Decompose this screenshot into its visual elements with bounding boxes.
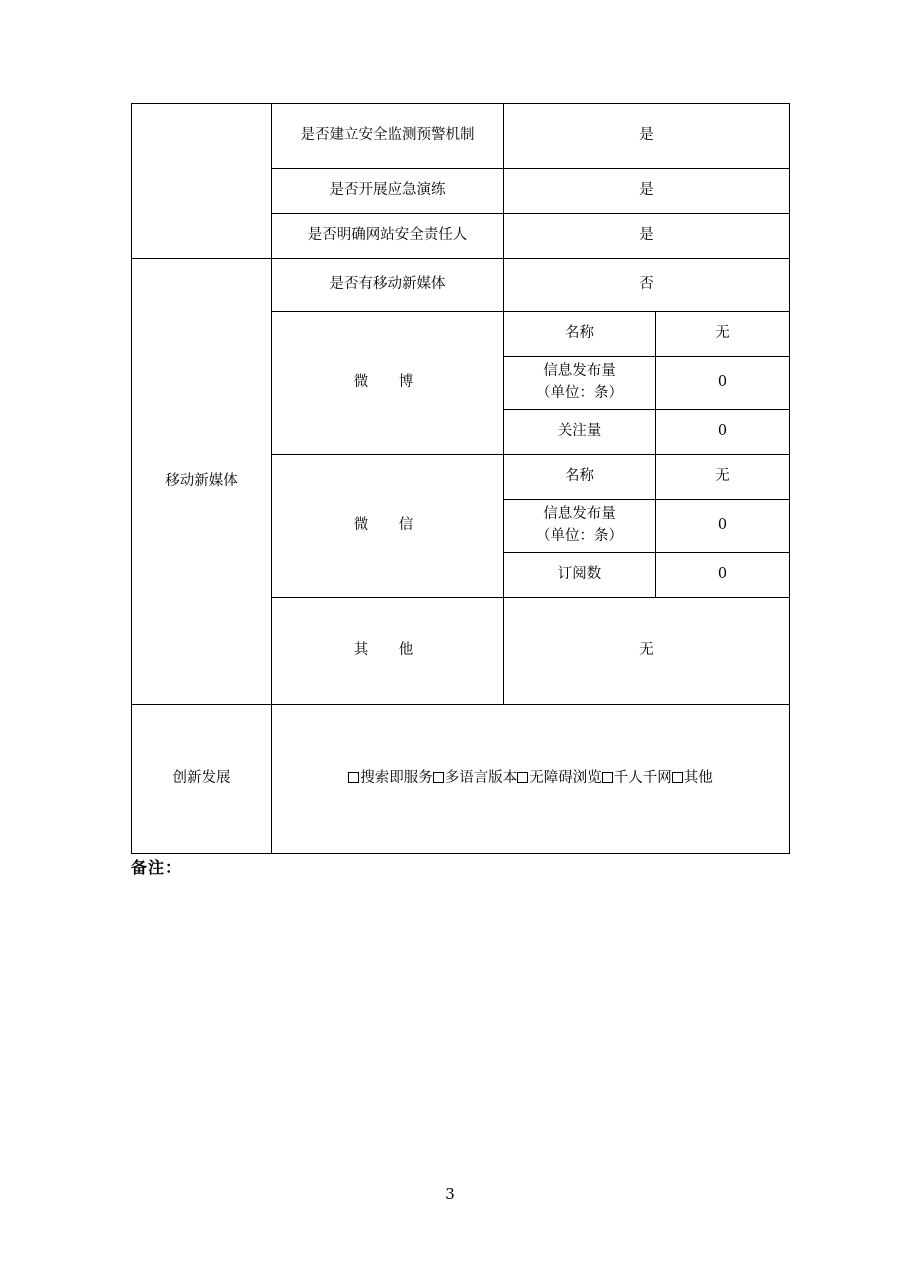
weibo-label: 微 博: [272, 312, 504, 455]
security-answer-2: 是: [504, 169, 790, 214]
innovation-options-line: [275, 768, 786, 790]
weibo-followers-label: 关注量: [504, 410, 656, 455]
weixin-publish-count-label-line1: 信息发布量: [543, 506, 616, 523]
weixin-label: 微 信: [272, 455, 504, 598]
weibo-publish-count-label-line2: （单位：条）: [536, 385, 623, 401]
innovation-option-5-label: 其他: [683, 770, 713, 787]
weixin-name-value: 无: [656, 455, 790, 500]
innovation-option-1-label: 搜索即服务: [360, 770, 433, 787]
innovation-option-5[interactable]: [672, 770, 713, 786]
table-row: [132, 259, 790, 312]
weixin-name-label: 名称: [504, 455, 656, 500]
weixin-publish-count-label-line2: （单位：条）: [536, 528, 623, 544]
checkbox-icon[interactable]: [672, 772, 683, 783]
security-answer-1: 是: [504, 104, 790, 169]
security-answer-3: 是: [504, 214, 790, 259]
weixin-publish-count-label: [504, 500, 656, 553]
innovation-option-3-label: 无障碍浏览: [529, 770, 602, 787]
innovation-option-2-label: 多语言版本: [444, 770, 518, 787]
annual-report-table: [131, 103, 790, 854]
security-question-2: 是否开展应急演练: [272, 169, 504, 214]
checkbox-icon[interactable]: [433, 772, 444, 783]
security-question-3: 是否明确网站安全责任人: [272, 214, 504, 259]
security-question-1: 是否建立安全监测预警机制: [272, 104, 504, 169]
table-row: [132, 705, 790, 854]
weibo-name-value: 无: [656, 312, 790, 357]
weibo-publish-count-label: [504, 357, 656, 410]
remark-label: 备注：: [131, 858, 183, 877]
table-row: [132, 104, 790, 169]
innovation-option-3[interactable]: [517, 770, 602, 786]
weixin-subscribers-value: 0: [656, 553, 790, 598]
checkbox-icon[interactable]: [348, 772, 359, 783]
checkbox-icon[interactable]: [602, 772, 613, 783]
weixin-publish-count-value: 0: [656, 500, 790, 553]
has-mobile-media-question: 是否有移动新媒体: [272, 259, 504, 312]
innovation-option-4[interactable]: [602, 770, 672, 786]
innovation-option-2[interactable]: [433, 770, 518, 786]
other-media-label: 其 他: [272, 598, 504, 705]
weibo-name-label: 名称: [504, 312, 656, 357]
innovation-options: [272, 705, 790, 854]
weibo-publish-count-label-line1: 信息发布量: [543, 363, 616, 380]
other-media-value: 无: [504, 598, 790, 705]
security-section-blank: [132, 104, 272, 259]
weibo-followers-value: 0: [656, 410, 790, 455]
checkbox-icon[interactable]: [517, 772, 528, 783]
mobile-media-section-label: 移动新媒体: [132, 259, 272, 705]
weibo-publish-count-value: 0: [656, 357, 790, 410]
weixin-subscribers-label: 订阅数: [504, 553, 656, 598]
has-mobile-media-answer: 否: [504, 259, 790, 312]
page-number: 3: [445, 1185, 455, 1203]
innovation-section-label: 创新发展: [132, 705, 272, 854]
innovation-option-4-label: 千人千网: [613, 770, 672, 787]
innovation-option-1[interactable]: [348, 770, 433, 786]
